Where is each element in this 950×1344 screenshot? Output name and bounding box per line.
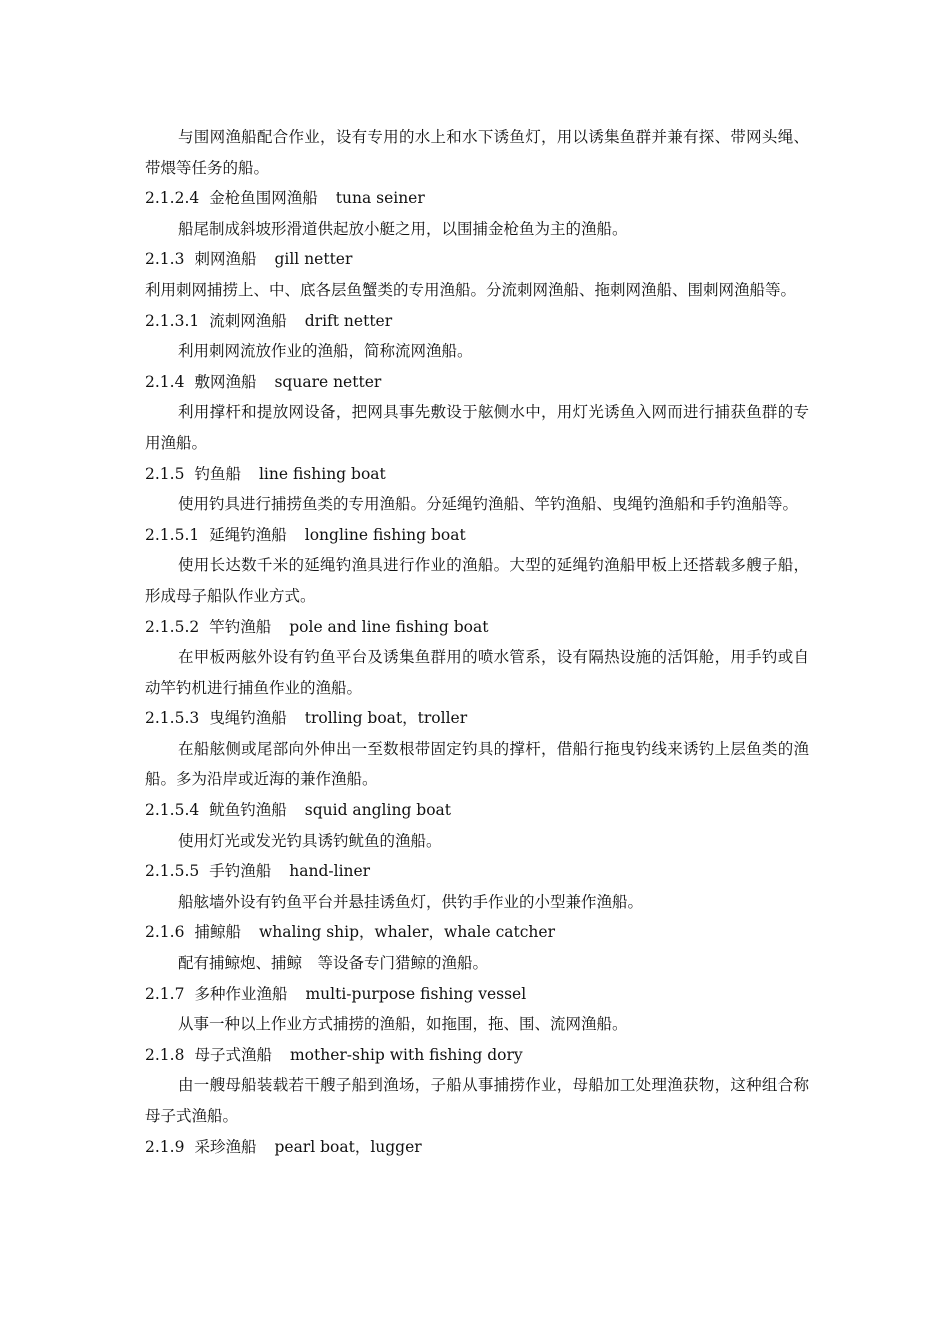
term-chinese: 多种作业渔船 (194, 984, 288, 1003)
term-number: 2.1.5.2 (145, 617, 200, 636)
definition-paragraph: 使用灯光或发光钓具诱钓鱿鱼的渔船。 (178, 831, 442, 850)
term-number: 2.1.5.3 (145, 709, 200, 728)
term-chinese: 鱿鱼钓渔船 (209, 801, 287, 820)
term-number: 2.1.5 (145, 464, 185, 483)
term-english: gill netter (274, 250, 353, 269)
term-heading (145, 979, 809, 1010)
definition-paragraph: 从事一种以上作业方式捕捞的渔船，如拖围，拖、围、流网渔船。 (178, 1015, 628, 1034)
term-number: 2.1.7 (145, 984, 185, 1003)
term-heading (145, 520, 809, 551)
term-english: pearl boat，lugger (274, 1137, 422, 1156)
definition-paragraph: 由一艘母船装载若干艘子船到渔场，子船从事捕捞作业，母船加工处理渔获物，这种组合称母子式渔船。 (145, 1076, 809, 1125)
term-number: 2.1.6 (145, 923, 185, 942)
term-heading (145, 795, 809, 826)
definition-paragraph: 在甲板两舷外设有钓鱼平台及诱集鱼群用的喷水管系，设有隔热设施的活饵舱，用手钓或自动竿钓机进行捕鱼作业的渔船。 (145, 648, 809, 697)
term-number: 2.1.8 (145, 1045, 185, 1064)
term-chinese: 竿钓渔船 (209, 617, 272, 636)
term-english: pole and line fishing boat (289, 617, 489, 636)
definition-paragraph: 在船舷侧或尾部向外伸出一至数根带固定钓具的撑杆，借船行拖曳钓线来诱钓上层鱼类的渔船。多为沿岸或近海的兼作渔船。 (145, 739, 809, 789)
term-english: line fishing boat (258, 464, 386, 483)
term-english: square netter (274, 372, 382, 391)
term-heading (145, 183, 809, 214)
term-chinese: 曳绳钓渔船 (209, 709, 287, 728)
term-chinese: 手钓渔船 (209, 862, 272, 881)
definition-paragraph: 船尾制成斜坡形滑道供起放小艇之用，以围捕金枪鱼为主的渔船。 (178, 219, 628, 238)
term-chinese: 金枪鱼围网渔船 (209, 189, 318, 208)
term-heading (145, 856, 809, 887)
definition-paragraph: 使用钓具进行捕捞鱼类的专用渔船。分延绳钓渔船、竿钓渔船、曳绳钓渔船和手钓渔船等。 (178, 495, 799, 514)
definition-paragraph: 利用刺网流放作业的渔船，简称流网渔船。 (178, 342, 473, 361)
definition-paragraph: 船舷墙外设有钓鱼平台并悬挂诱鱼灯，供钓手作业的小型兼作渔船。 (178, 892, 644, 911)
term-heading (145, 703, 809, 734)
term-english: multi-purpose fishing vessel (305, 984, 527, 1003)
term-heading (145, 1132, 809, 1163)
term-chinese: 钓鱼船 (194, 464, 241, 483)
term-number: 2.1.5.4 (145, 801, 200, 820)
term-heading (145, 367, 809, 398)
term-english: drift netter (304, 311, 393, 330)
definition-paragraph: 利用刺网捕捞上、中、底各层鱼蟹类的专用渔船。分流刺网渔船、拖刺网渔船、围刺网渔船等。 (145, 280, 797, 299)
term-chinese: 敷网渔船 (194, 372, 257, 391)
document-body (145, 122, 809, 1162)
term-chinese: 母子式渔船 (194, 1045, 272, 1064)
term-heading (145, 244, 809, 275)
definition-paragraph: 使用长达数千米的延绳钓渔具进行作业的渔船。大型的延绳钓渔船甲板上还搭载多艘子船，形成母子船队作业方式。 (145, 556, 809, 605)
term-english: trolling boat，troller (304, 709, 468, 728)
term-number: 2.1.9 (145, 1137, 185, 1156)
term-english: squid angling boat (304, 801, 452, 820)
term-heading (145, 1040, 809, 1071)
term-english: hand-liner (289, 862, 371, 881)
term-english: whaling ship，whaler，whale catcher (258, 923, 555, 942)
term-number: 2.1.2.4 (145, 189, 200, 208)
definition-paragraph: 利用撑杆和提放网设备，把网具事先敷设于舷侧水中，用灯光诱鱼入网而进行捕获鱼群的专用渔船。 (145, 403, 809, 452)
term-number: 2.1.4 (145, 372, 185, 391)
term-english: tuna seiner (335, 189, 425, 208)
definition-paragraph: 与围网渔船配合作业，设有专用的水上和水下诱鱼灯，用以诱集鱼群并兼有探、带网头绳、带煨等任务的船。 (145, 128, 809, 177)
term-heading (145, 459, 809, 490)
term-english: longline fishing boat (304, 525, 466, 544)
definition-paragraph: 配有捕鲸炮、捕鲸 等设备专门猎鲸的渔船。 (178, 954, 489, 973)
term-heading (145, 917, 809, 948)
term-number: 2.1.3 (145, 250, 185, 269)
term-number: 2.1.5.5 (145, 862, 200, 881)
term-number: 2.1.5.1 (145, 525, 200, 544)
term-chinese: 采珍渔船 (194, 1137, 257, 1156)
term-chinese: 流刺网渔船 (209, 311, 287, 330)
term-heading (145, 612, 809, 643)
term-chinese: 刺网渔船 (194, 250, 257, 269)
term-number: 2.1.3.1 (145, 311, 200, 330)
term-chinese: 捕鲸船 (194, 923, 241, 942)
term-english: mother-ship with fishing dory (289, 1045, 523, 1064)
term-chinese: 延绳钓渔船 (209, 525, 287, 544)
term-heading (145, 306, 809, 337)
